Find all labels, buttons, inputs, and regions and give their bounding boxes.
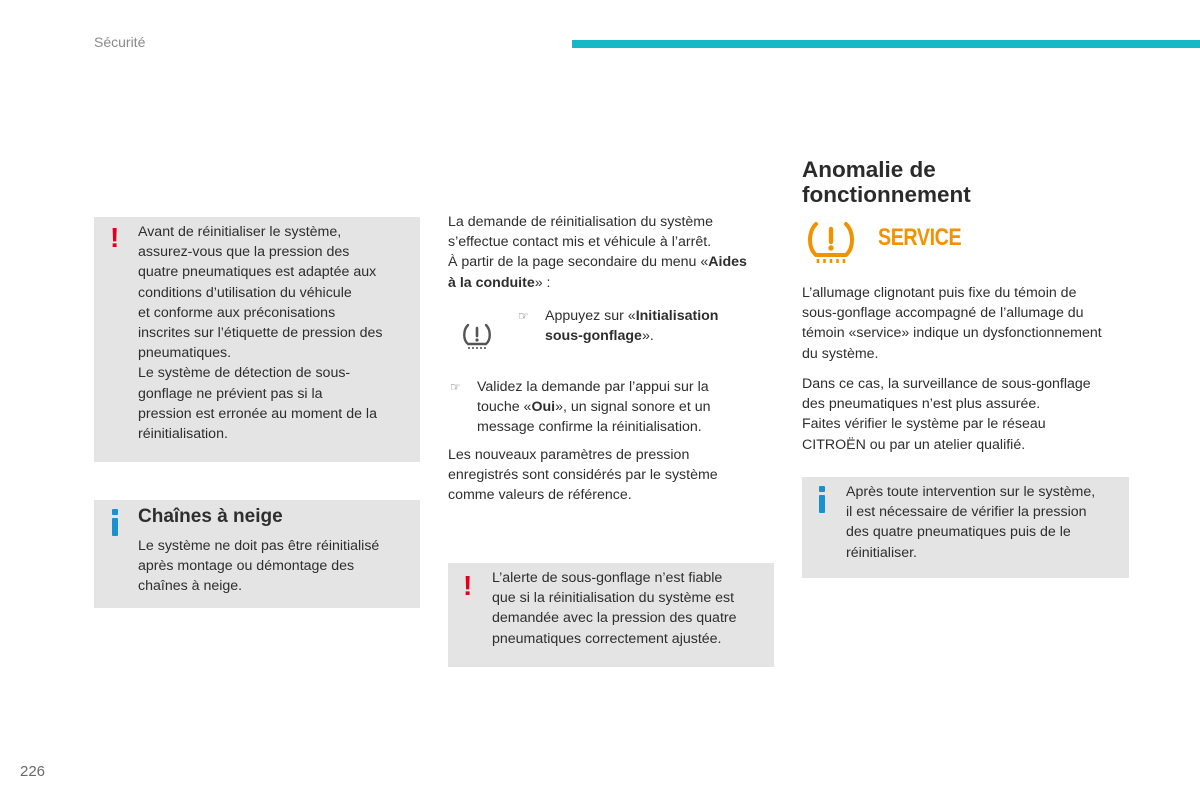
- text-line: après montage ou démontage des: [138, 558, 355, 575]
- text-fragment: », un signal sonore et un: [555, 399, 711, 416]
- exclamation-icon: !: [110, 222, 120, 253]
- text-line: Dans ce cas, la surveillance de sous-gonflage: [802, 376, 1091, 392]
- key-name: Oui: [531, 399, 556, 416]
- info-box-text: [846, 482, 1126, 563]
- info-icon: [112, 509, 118, 536]
- header-accent-bar: [572, 40, 1200, 48]
- text-line: comme valeurs de référence.: [448, 487, 632, 504]
- menu-instruction: [448, 252, 778, 272]
- text-line: Le système ne doit pas être réinitialisé: [138, 538, 380, 554]
- text-line: pneumatiques correctement ajustée.: [492, 630, 722, 647]
- warning-box-reset: [94, 217, 420, 462]
- step-line: [545, 306, 770, 326]
- text-fragment: À partir de la page secondaire du menu «: [448, 254, 709, 271]
- page-number: 226: [20, 763, 46, 780]
- text-line: enregistrés sont considérés par le système: [448, 467, 718, 484]
- heading-line: fonctionnement: [802, 182, 971, 207]
- step-press-reset: [545, 306, 770, 346]
- text-line: conditions d’utilisation du véhicule: [138, 284, 352, 301]
- step-confirm: [477, 377, 772, 438]
- text-line: pression est erronée au moment de la: [138, 405, 377, 422]
- text-line: réinitialiser.: [846, 544, 917, 561]
- info-box-text: [138, 536, 413, 597]
- text-line: CITROËN ou par un atelier qualifié.: [802, 436, 1026, 453]
- info-box-after-intervention: [802, 477, 1129, 578]
- text-line: Le système de détection de sous-: [138, 365, 351, 382]
- text-line: Les nouveaux paramètres de pression: [448, 447, 690, 463]
- info-box-snow-chains: [94, 500, 420, 608]
- text-line: sous-gonflage accompagné de l’allumage du: [802, 305, 1084, 322]
- tire-pressure-icon: [461, 322, 493, 350]
- malfunction-action: [802, 374, 1142, 455]
- text-line: chaînes à neige.: [138, 578, 243, 595]
- warning-box-text: [138, 222, 413, 444]
- step-line: [477, 397, 772, 417]
- text-fragment: Appuyez sur «: [545, 308, 636, 324]
- text-line: L’alerte de sous-gonflage n’est fiable: [492, 570, 723, 586]
- text-fragment: ».: [641, 328, 654, 345]
- menu-option: sous-gonflage: [545, 328, 642, 345]
- menu-name: Aides: [708, 254, 747, 271]
- reset-procedure-closing: [448, 445, 778, 506]
- text-line: pneumatiques.: [138, 345, 232, 362]
- text-line: La demande de réinitialisation du système: [448, 214, 713, 230]
- section-heading: [802, 157, 971, 207]
- info-icon: [819, 486, 825, 513]
- text-line: L’allumage clignotant puis fixe du témoin de: [802, 285, 1077, 301]
- text-line: du système.: [802, 345, 879, 362]
- text-line: demandée avec la pression des quatre: [492, 610, 737, 627]
- text-line: il est nécessaire de vérifier la pression: [846, 504, 1087, 521]
- step-line: Validez la demande par l’appui sur la: [477, 379, 709, 395]
- service-warning-label: SERVICE: [878, 224, 962, 251]
- text-line: réinitialisation.: [138, 426, 228, 443]
- text-line: Après toute intervention sur le système,: [846, 484, 1096, 500]
- text-line: quatre pneumatiques est adaptée aux: [138, 264, 377, 281]
- heading-line: Anomalie de: [802, 157, 936, 182]
- step-line: [545, 326, 770, 346]
- info-box-title: Chaînes à neige: [138, 506, 283, 527]
- text-line: s’effectue contact mis et véhicule à l’arrêt.: [448, 234, 712, 251]
- pointing-hand-icon: ☞: [518, 309, 529, 323]
- text-fragment: touche «: [477, 399, 532, 416]
- text-line: des quatre pneumatiques puis de le: [846, 524, 1071, 541]
- exclamation-icon: !: [463, 570, 473, 601]
- text-line: gonflage ne prévient pas si la: [138, 385, 323, 402]
- warning-box-reliability: [448, 563, 774, 667]
- text-line: témoin «service» indique un dysfonctionnement: [802, 325, 1102, 342]
- menu-name: à la conduite: [448, 274, 535, 291]
- malfunction-description: [802, 283, 1142, 364]
- warning-box-text: [492, 568, 770, 649]
- text-line: assurez-vous que la pression des: [138, 244, 350, 261]
- tire-pressure-warning-icon: [806, 220, 856, 268]
- pointing-hand-icon: ☞: [450, 380, 461, 394]
- section-title: Sécurité: [94, 34, 146, 50]
- reset-procedure-intro: [448, 212, 778, 293]
- menu-option: Initialisation: [635, 308, 719, 324]
- step-line: message confirme la réinitialisation.: [477, 419, 702, 436]
- text-line: Avant de réinitialiser le système,: [138, 224, 342, 240]
- text-line: Faites vérifier le système par le réseau: [802, 416, 1046, 433]
- text-line: et conforme aux préconisations: [138, 304, 336, 321]
- text-line: inscrites sur l’étiquette de pression des: [138, 325, 383, 342]
- text-line: des pneumatiques n’est plus assurée.: [802, 396, 1041, 413]
- text-fragment: » :: [534, 274, 551, 291]
- menu-instruction-continued: [448, 273, 778, 293]
- text-line: que si la réinitialisation du système est: [492, 590, 735, 607]
